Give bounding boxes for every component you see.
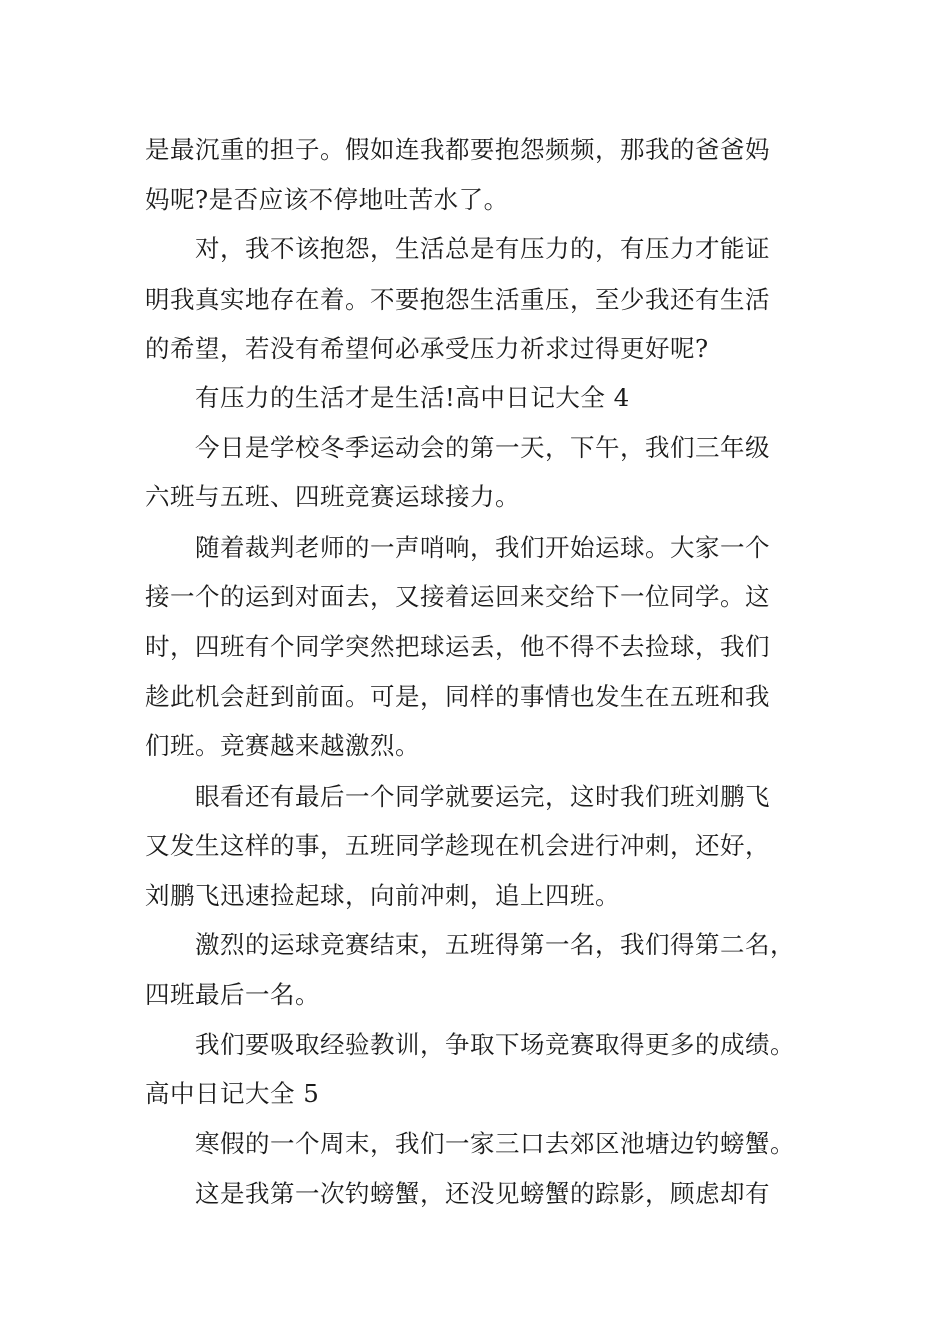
text-line: 们班。竞赛越来越激烈。 xyxy=(145,731,420,760)
text-line: 对，我不该抱怨，生活总是有压力的，有压力才能证 xyxy=(195,234,770,263)
text-line: 时，四班有个同学突然把球运丢，他不得不去捡球，我们 xyxy=(145,632,770,661)
text-line: 是最沉重的担子。假如连我都要抱怨频频，那我的爸爸妈 xyxy=(145,135,770,164)
text-line: 随着裁判老师的一声哨响，我们开始运球。大家一个 xyxy=(195,533,770,562)
text-line: 的希望，若没有希望何必承受压力祈求过得更好呢? xyxy=(145,334,709,363)
text-line: 趁此机会赶到前面。可是，同样的事情也发生在五班和我 xyxy=(145,682,770,711)
text-line: 今日是学校冬季运动会的第一天，下午，我们三年级 xyxy=(195,433,770,462)
text-line: 刘鹏飞迅速捡起球，向前冲刺，追上四班。 xyxy=(145,881,620,910)
text-line: 接一个的运到对面去，又接着运回来交给下一位同学。这 xyxy=(145,582,770,611)
section-heading: 高中日记大全 5 xyxy=(145,1079,320,1108)
text-line: 妈呢?是否应该不停地吐苦水了。 xyxy=(145,185,509,214)
section-heading: 有压力的生活才是生活!高中日记大全 4 xyxy=(195,383,630,412)
text-line: 这是我第一次钓螃蟹，还没见螃蟹的踪影，顾虑却有 xyxy=(195,1179,770,1208)
text-line: 激烈的运球竞赛结束，五班得第一名，我们得第二名， xyxy=(195,930,795,959)
text-line: 寒假的一个周末，我们一家三口去郊区池塘边钓螃蟹。 xyxy=(195,1129,795,1158)
text-line: 又发生这样的事，五班同学趁现在机会进行冲刺，还好， xyxy=(145,831,770,860)
text-line: 我们要吸取经验教训，争取下场竞赛取得更多的成绩。 xyxy=(195,1030,795,1059)
text-line: 四班最后一名。 xyxy=(145,980,320,1009)
text-line: 明我真实地存在着。不要抱怨生活重压，至少我还有生活 xyxy=(145,285,770,314)
text-line: 六班与五班、四班竞赛运球接力。 xyxy=(145,482,520,511)
text-line: 眼看还有最后一个同学就要运完，这时我们班刘鹏飞 xyxy=(195,782,770,811)
